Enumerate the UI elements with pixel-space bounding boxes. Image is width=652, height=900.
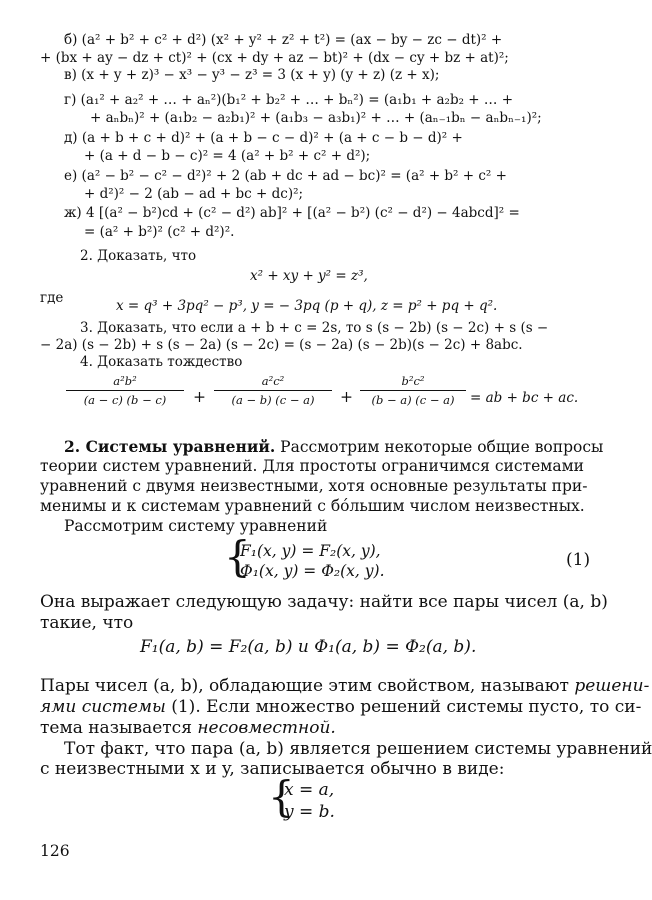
paragraph-1-line4: менимы и к системам уравнений с бо́льшим числом неизвестных. [40, 497, 585, 515]
fraction-1-numerator: a²b² [113, 374, 137, 388]
fraction-3-numerator: b²c² [401, 374, 425, 388]
paragraph-4-line3 [40, 718, 336, 738]
paragraph-3-line1: Она выражает следующую задачу: найти все пары чисел (a, b) [40, 592, 608, 612]
paragraph-4-line1 [40, 676, 649, 696]
exercise-v: в) (x + y + z)³ − x³ − y³ − z³ = 3 (x + y) (y + z) (z + x); [64, 67, 440, 83]
exercise-e-line2: + d²)² − 2 (ab − ad + bc + dc)²; [84, 186, 304, 202]
exercise-d-line1: д) (a + b + c + d)² + (a + b − c − d)² + (a + c − b − d)² + [64, 130, 463, 146]
paragraph-4-text-b: (1). Если множество решений системы пусто, то си- [171, 697, 642, 717]
paragraph-3-line2: такие, что [40, 613, 134, 633]
paragraph-1-start: Рассмотрим некоторые общие вопросы [280, 438, 604, 456]
exercise-b-line1: б) (a² + b² + c² + d²) (x² + y² + z² + t²) = (ax − by − zc − dt)² + [64, 32, 503, 48]
exercise-b-line2: + (bx + ay − dz + ct)² + (cx + dy + az − bt)² + (dx − cy + bz + at)²; [40, 50, 509, 66]
system-brace: { [224, 532, 251, 581]
term-inconsistent: несовместной. [197, 718, 336, 738]
section-heading-line [64, 437, 603, 456]
fraction-3 [360, 374, 466, 407]
identity-rhs: = ab + bc + ac. [470, 390, 579, 406]
paragraph-4-text-c: тема называется [40, 718, 192, 738]
exercise-g-line1: г) (a₁² + a₂² + … + aₙ²)(b₁² + b₂² + … + bₙ²) = (a₁b₁ + a₂b₂ + … + [64, 92, 514, 108]
solution-line-2: y = b. [284, 802, 335, 822]
equation-label: (1) [566, 550, 591, 570]
paragraph-4-line2 [40, 697, 641, 717]
exercise-4-intro: 4. Доказать тождество [80, 354, 243, 370]
exercise-zh-line2: = (a² + b²)² (c² + d²)². [84, 224, 235, 240]
exercise-e-line1: е) (a² − b² − c² − d²)² + 2 (ab + dc + ad − bc)² = (a² + b² + c² + [64, 168, 507, 184]
exercise-d-line2: + (a + d − b − c)² = 4 (a² + b² + c² + d²); [84, 148, 371, 164]
paragraph-2: Рассмотрим систему уравнений [64, 517, 328, 535]
fraction-1 [66, 374, 184, 407]
exercise-2-formula: x² + xy + y² = z³, [250, 268, 368, 284]
fraction-2 [214, 374, 332, 407]
paragraph-1-line2: теории систем уравнений. Для простоты ограничимся системами [40, 457, 584, 475]
paragraph-4-text-a: Пары чисел (a, b), обладающие этим свойством, называют [40, 676, 569, 696]
fraction-1-denominator: (a − c) (b − c) [83, 393, 167, 407]
exercise-3-line2: − 2a) (s − 2b) + s (s − 2a) (s − 2c) = (s − 2a) (s − 2b)(s − 2c) + 8abc. [40, 337, 523, 353]
paragraph-5-line2: с неизвестными x и y, записывается обычно в виде: [40, 759, 505, 779]
exercise-2-substitution: x = q³ + 3pq² − p³, y = − 3pq (p + q), z = p² + pq + q². [116, 298, 498, 314]
exercise-zh-line1: ж) 4 [(a² − b²)cd + (c² − d²) ab]² + [(a² − b²) (c² − d²) − 4abcd]² = [64, 205, 520, 221]
system-equation-1: F₁(x, y) = F₂(x, y), [240, 542, 381, 560]
paragraph-1-line3: уравнений с двумя неизвестными, хотя основные результаты при- [40, 477, 588, 495]
system-equation-2: Φ₁(x, y) = Φ₂(x, y). [240, 562, 385, 580]
term-solution-part1: решени- [574, 676, 650, 696]
section-heading: 2. Системы уравнений. [64, 437, 276, 456]
page-number: 126 [40, 842, 70, 860]
exercise-2-where: где [40, 290, 64, 306]
solution-line-1: x = a, [284, 780, 335, 800]
fraction-3-denominator: (b − a) (c − a) [371, 393, 455, 407]
plus-sign-2: + [340, 388, 353, 406]
fraction-2-numerator: a²c² [261, 374, 285, 388]
fraction-2-denominator: (a − b) (c − a) [231, 393, 315, 407]
paragraph-5-line1: Тот факт, что пара (a, b) является решением системы уравнений [64, 739, 652, 759]
solution-brace: { [268, 772, 295, 821]
equation-pair: F₁(a, b) = F₂(a, b) и Φ₁(a, b) = Φ₂(a, b). [140, 637, 477, 657]
exercise-2-intro: 2. Доказать, что [80, 248, 197, 264]
exercise-g-line2: + aₙbₙ)² + (a₁b₂ − a₂b₁)² + (a₁b₃ − a₃b₁)² + … + (aₙ₋₁bₙ − aₙbₙ₋₁)²; [90, 110, 542, 126]
term-solution-part2: ями системы [40, 697, 166, 717]
plus-sign-1: + [193, 388, 206, 406]
exercise-3-line1: 3. Доказать, что если a + b + c = 2s, то s (s − 2b) (s − 2c) + s (s − [80, 320, 549, 336]
